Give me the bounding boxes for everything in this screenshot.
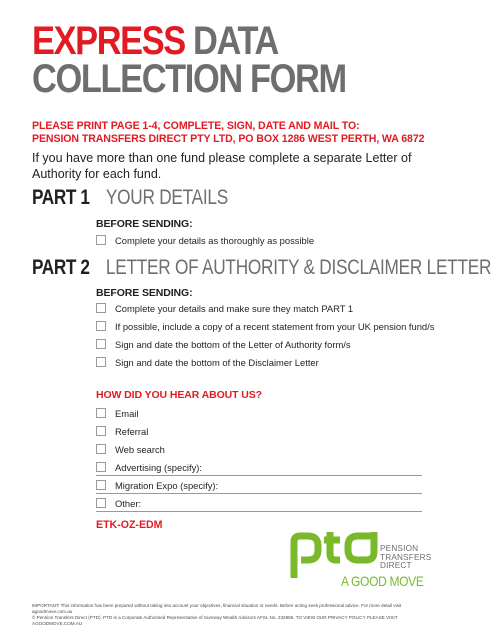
part-2-number: PART 2 (32, 256, 90, 279)
title-data: DATA (184, 19, 279, 63)
part-2-heading (32, 256, 491, 280)
checkbox[interactable] (96, 444, 106, 454)
option-migration-expo (96, 476, 422, 494)
part-2-before-sending: BEFORE SENDING: (96, 287, 193, 299)
checkbox[interactable] (96, 235, 106, 245)
checklist-item-label: If possible, include a copy of a recent statement from your UK pension fund/s (115, 320, 435, 332)
checkbox[interactable] (96, 426, 106, 436)
logo-wordmark (380, 545, 431, 571)
checkbox[interactable] (96, 408, 106, 418)
part-1-number: PART 1 (32, 186, 90, 209)
title-express: EXPRESS (32, 19, 185, 63)
option-label: Web search (115, 443, 165, 455)
checkbox[interactable] (96, 498, 106, 508)
checklist-item (96, 353, 434, 371)
footer-disclaimer (32, 603, 432, 627)
logo-word-pension: PENSION (380, 544, 419, 553)
checklist-item (96, 299, 434, 317)
checklist-item (96, 335, 434, 353)
part-1-before-sending: BEFORE SENDING: (96, 218, 193, 230)
hear-about-us-options (96, 404, 422, 512)
logo-tagline: A GOOD MOVE (341, 573, 424, 589)
part-1-checklist (96, 231, 314, 249)
option-other (96, 494, 422, 512)
checklist-item-label: Sign and date the bottom of the Letter of Authority form/s (115, 338, 351, 350)
checkbox[interactable] (96, 357, 106, 367)
title-collection-form: COLLECTION FORM (32, 57, 346, 101)
option-web-search (96, 440, 422, 458)
checklist-item-label: Complete your details and make sure they match PART 1 (115, 302, 354, 314)
part-2-checklist (96, 299, 434, 371)
option-label: Referral (115, 425, 149, 437)
promo-code: ETK-OZ-EDM (96, 519, 163, 531)
footer-line-2: © Pension Transfers Direct (PTD). PTD is a Corporate Authorised Representative of Sureway Wealth Advisors AFSL No. 232986. TO VIEW OUR PRIVACY POLICY PLEASE VISIT AGOODMOVE.COM.AU (32, 615, 398, 626)
option-label: Other: (115, 497, 142, 509)
instructions-line-1: PLEASE PRINT PAGE 1-4, COMPLETE, SIGN, DATE AND MAIL TO: (32, 120, 360, 132)
checklist-item-label: Sign and date the bottom of the Disclaimer Letter (115, 356, 319, 368)
part-2-name: LETTER OF AUTHORITY & DISCLAIMER LETTER (105, 256, 491, 279)
part-1-name: YOUR DETAILS (105, 186, 228, 209)
option-label: Email (115, 407, 139, 419)
option-label: Migration Expo (specify): (115, 479, 219, 491)
logo-word-transfers: TRANSFERS (380, 552, 432, 562)
part-1-heading (32, 186, 228, 210)
option-label: Advertising (specify): (115, 461, 203, 473)
checkbox[interactable] (96, 480, 106, 490)
checklist-item (96, 231, 314, 249)
checkbox[interactable] (96, 321, 106, 331)
instructions-line-2: PENSION TRANSFERS DIRECT PTY LTD, PO BOX 1286 WEST PERTH, WA 6872 (32, 133, 425, 145)
mailing-instructions (32, 120, 432, 146)
hear-about-us-heading: HOW DID YOU HEAR ABOUT US? (96, 389, 262, 401)
checkbox[interactable] (96, 462, 106, 472)
ptd-logo-icon (290, 532, 378, 578)
checkbox[interactable] (96, 339, 106, 349)
other-specify-line[interactable] (96, 511, 422, 512)
logo-word-direct: DIRECT (380, 561, 412, 570)
option-referral (96, 422, 422, 440)
option-advertising (96, 458, 422, 476)
option-email (96, 404, 422, 422)
migration-expo-specify-line[interactable] (96, 493, 422, 494)
form-title (32, 19, 346, 101)
checklist-item-label: Complete your details as thoroughly as possible (115, 234, 315, 246)
checklist-item (96, 317, 434, 335)
footer-line-1: IMPORTANT: This information has been prepared without taking into account your objectives, financial situation or needs. Before acting seek professional advice. For more detail visit agoodmove.com.au (32, 603, 402, 614)
advertising-specify-line[interactable] (96, 475, 422, 476)
multiple-funds-note: If you have more than one fund please complete a separate Letter of Authority for each fund. (32, 151, 412, 181)
checkbox[interactable] (96, 303, 106, 313)
